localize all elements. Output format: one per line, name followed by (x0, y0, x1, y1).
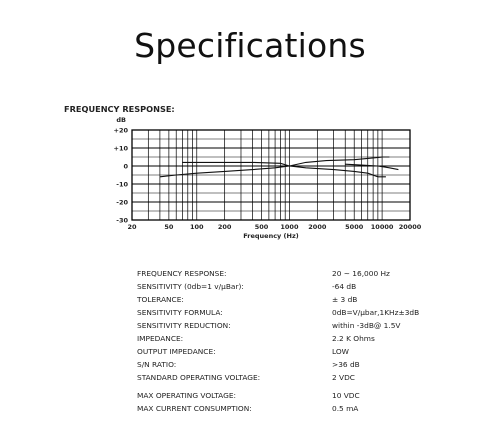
spec-value: LOW (332, 347, 349, 356)
x-tick-label: 500 (254, 223, 269, 231)
frequency-response-chart (60, 102, 440, 252)
frequency-response-svg (60, 102, 440, 252)
spec-label: MAX OPERATING VOLTAGE: (137, 391, 236, 400)
y-tick-label: +10 (113, 144, 128, 153)
y-axis-label: dB (116, 116, 126, 124)
spec-label: STANDARD OPERATING VOLTAGE: (137, 373, 261, 382)
spec-value: 20 ~ 16,000 Hz (332, 269, 390, 278)
spec-value: 0dB=V/μbar,1KHz±3dB (332, 308, 420, 317)
spec-value: within -3dB@ 1.5V (332, 321, 401, 330)
chart-title: FREQUENCY RESPONSE: (64, 104, 175, 114)
spec-value: 10 VDC (332, 391, 360, 400)
series-line-1 (160, 157, 390, 177)
y-tick-label: -30 (116, 216, 128, 225)
spec-label: OUTPUT IMPEDANCE: (137, 347, 216, 356)
x-tick-label: 5000 (345, 223, 364, 231)
x-tick-label: 2000 (308, 223, 327, 231)
spec-value: ± 3 dB (332, 295, 358, 304)
x-tick-label: 20000 (398, 223, 422, 231)
x-tick-label: 1000 (280, 223, 299, 231)
spec-label: SENSITIVITY (0db=1 v/μBar): (137, 282, 244, 291)
spec-value: >36 dB (332, 360, 360, 369)
spec-label: MAX CURRENT CONSUMPTION: (137, 404, 252, 413)
x-tick-label: 10000 (370, 223, 394, 231)
spec-label: IMPEDANCE: (137, 334, 184, 343)
spec-value: 2 VDC (332, 373, 355, 382)
series-line-3 (345, 164, 398, 169)
x-tick-label: 20 (127, 223, 137, 231)
spec-value: 2.2 K Ohms (332, 334, 375, 343)
y-tick-label: +20 (113, 126, 128, 135)
y-tick-label: -20 (116, 198, 128, 207)
spec-value: 0.5 mA (332, 404, 359, 413)
spec-label: SENSITIVITY REDUCTION: (137, 321, 231, 330)
x-tick-label: 200 (217, 223, 232, 231)
y-tick-label: -10 (116, 180, 128, 189)
spec-value: -64 dB (332, 282, 357, 291)
x-tick-label: 100 (189, 223, 204, 231)
x-tick-label: 50 (164, 223, 174, 231)
spec-label: S/N RATIO: (137, 360, 177, 369)
spec-label: TOLERANCE: (137, 295, 184, 304)
page-title: Specifications (134, 26, 366, 65)
spec-label: SENSITIVITY FORMULA: (137, 308, 223, 317)
spec-label: FREQUENCY RESPONSE: (137, 269, 227, 278)
x-axis-label: Frequency (Hz) (243, 232, 299, 240)
y-tick-label: 0 (123, 162, 128, 171)
